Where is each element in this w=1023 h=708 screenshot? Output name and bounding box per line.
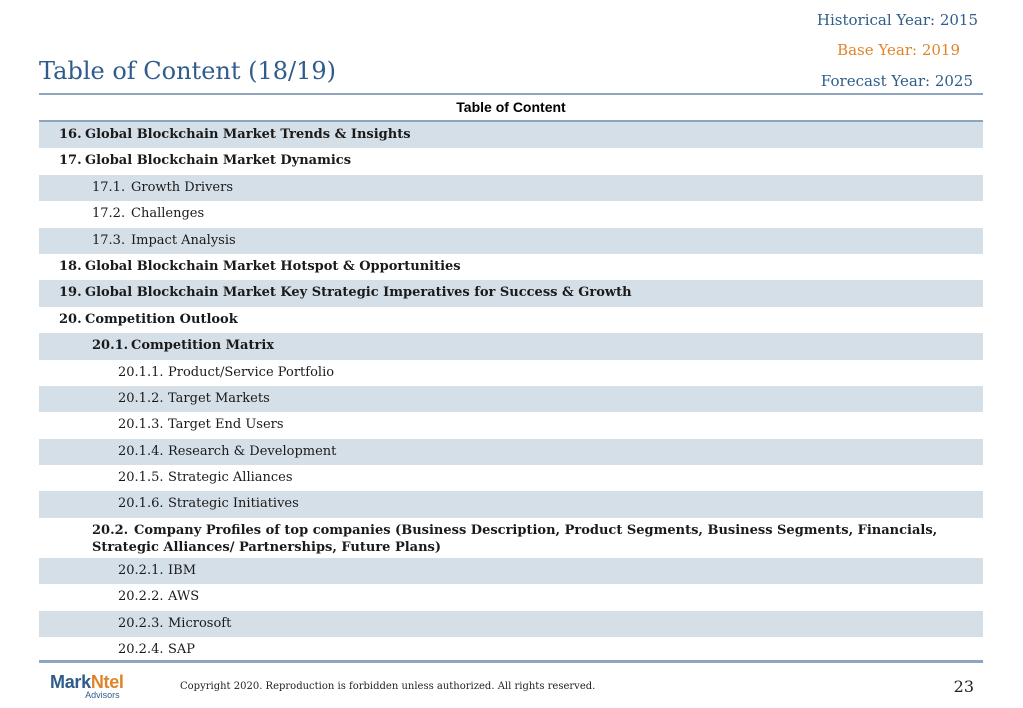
toc-number: 19. bbox=[59, 285, 82, 301]
toc-number: 18. bbox=[59, 258, 82, 274]
toc-heading: Table of Content bbox=[39, 95, 983, 122]
toc-row bbox=[39, 491, 983, 517]
toc-number: 16. bbox=[59, 127, 82, 142]
toc-row bbox=[39, 558, 983, 584]
toc-text: SAP bbox=[168, 642, 196, 658]
toc-text: Impact Analysis bbox=[131, 232, 236, 248]
toc-text: Competition Matrix bbox=[131, 338, 275, 354]
toc-row bbox=[39, 584, 983, 610]
toc-row bbox=[39, 333, 983, 359]
toc-text: Global Blockchain Market Dynamics bbox=[85, 153, 352, 169]
forecast-year: Forecast Year: 2025 bbox=[820, 72, 973, 90]
toc-text: Global Blockchain Market Trends & Insights bbox=[85, 127, 411, 142]
company-logo bbox=[50, 672, 124, 700]
toc-row bbox=[39, 228, 983, 254]
base-year: Base Year: 2019 bbox=[837, 41, 960, 59]
toc-number: 20.1.1. bbox=[118, 364, 164, 380]
toc-number: 20.2. bbox=[92, 522, 129, 538]
footer-divider bbox=[39, 660, 983, 663]
toc-row bbox=[39, 254, 983, 280]
toc-number: 20.1. bbox=[92, 338, 129, 354]
toc-row bbox=[39, 122, 983, 148]
toc-number: 20.2.1. bbox=[118, 562, 164, 578]
logo-mark-text: Mark bbox=[50, 672, 91, 692]
toc-number: 20.1.6. bbox=[118, 496, 164, 512]
toc-text: IBM bbox=[168, 562, 196, 578]
toc-row bbox=[39, 307, 983, 333]
toc-number: 20.1.4. bbox=[118, 443, 164, 459]
toc-number: 20.2.2. bbox=[118, 589, 164, 605]
toc-row bbox=[39, 386, 983, 412]
toc-number: 20.1.3. bbox=[118, 417, 164, 433]
toc-text: Challenges bbox=[131, 206, 205, 222]
toc-text: Target Markets bbox=[168, 390, 270, 406]
toc-row bbox=[39, 465, 983, 491]
toc-number: 17. bbox=[59, 153, 82, 169]
toc-text: Research & Development bbox=[168, 443, 337, 459]
toc-row bbox=[39, 360, 983, 386]
toc-row bbox=[39, 175, 983, 201]
historical-year: Historical Year: 2015 bbox=[816, 11, 978, 29]
toc-number: 20.2.3. bbox=[118, 615, 164, 631]
toc-number: 20.2.4. bbox=[118, 642, 164, 658]
logo-subtitle: Advisors bbox=[85, 690, 120, 700]
toc-row bbox=[39, 201, 983, 227]
toc-text: Target End Users bbox=[168, 417, 284, 433]
toc-number: 20.1.5. bbox=[118, 470, 164, 486]
toc-text: Product/Service Portfolio bbox=[168, 364, 335, 380]
toc-row bbox=[39, 611, 983, 637]
page-title: Table of Content (18/19) bbox=[39, 57, 337, 85]
toc-text: Strategic Initiatives bbox=[168, 496, 299, 512]
toc-text: Competition Outlook bbox=[85, 311, 238, 327]
toc-text: Global Blockchain Market Key Strategic Imperatives for Success & Growth bbox=[85, 285, 632, 301]
toc-row bbox=[39, 439, 983, 465]
toc-number: 20.1.2. bbox=[118, 390, 164, 406]
toc-number: 17.3. bbox=[92, 232, 126, 248]
copyright-notice: Copyright 2020. Reproduction is forbidden unless authorized. All rights reserved. bbox=[180, 681, 596, 692]
toc-row bbox=[39, 518, 983, 558]
toc-row bbox=[39, 148, 983, 174]
toc-text: Growth Drivers bbox=[131, 179, 234, 195]
logo-ntel-text: Ntel bbox=[90, 672, 124, 692]
toc-text: Microsoft bbox=[168, 615, 232, 631]
page-number: 23 bbox=[953, 677, 974, 696]
toc-number: 17.1. bbox=[92, 179, 126, 195]
toc-row bbox=[39, 412, 983, 438]
toc-text: Company Profiles of top companies (Business Description, Product Segments, Business Segments, Financials, Strategic Alliances/ Partnerships, Future Plans) bbox=[92, 522, 938, 555]
toc-number: 17.2. bbox=[92, 206, 126, 222]
toc-text: Strategic Alliances bbox=[168, 470, 293, 486]
toc-text: Global Blockchain Market Hotspot & Opportunities bbox=[85, 258, 461, 274]
toc-table bbox=[39, 95, 983, 663]
toc-row bbox=[39, 280, 983, 306]
toc-text: AWS bbox=[168, 589, 200, 605]
toc-number: 20. bbox=[59, 311, 82, 327]
